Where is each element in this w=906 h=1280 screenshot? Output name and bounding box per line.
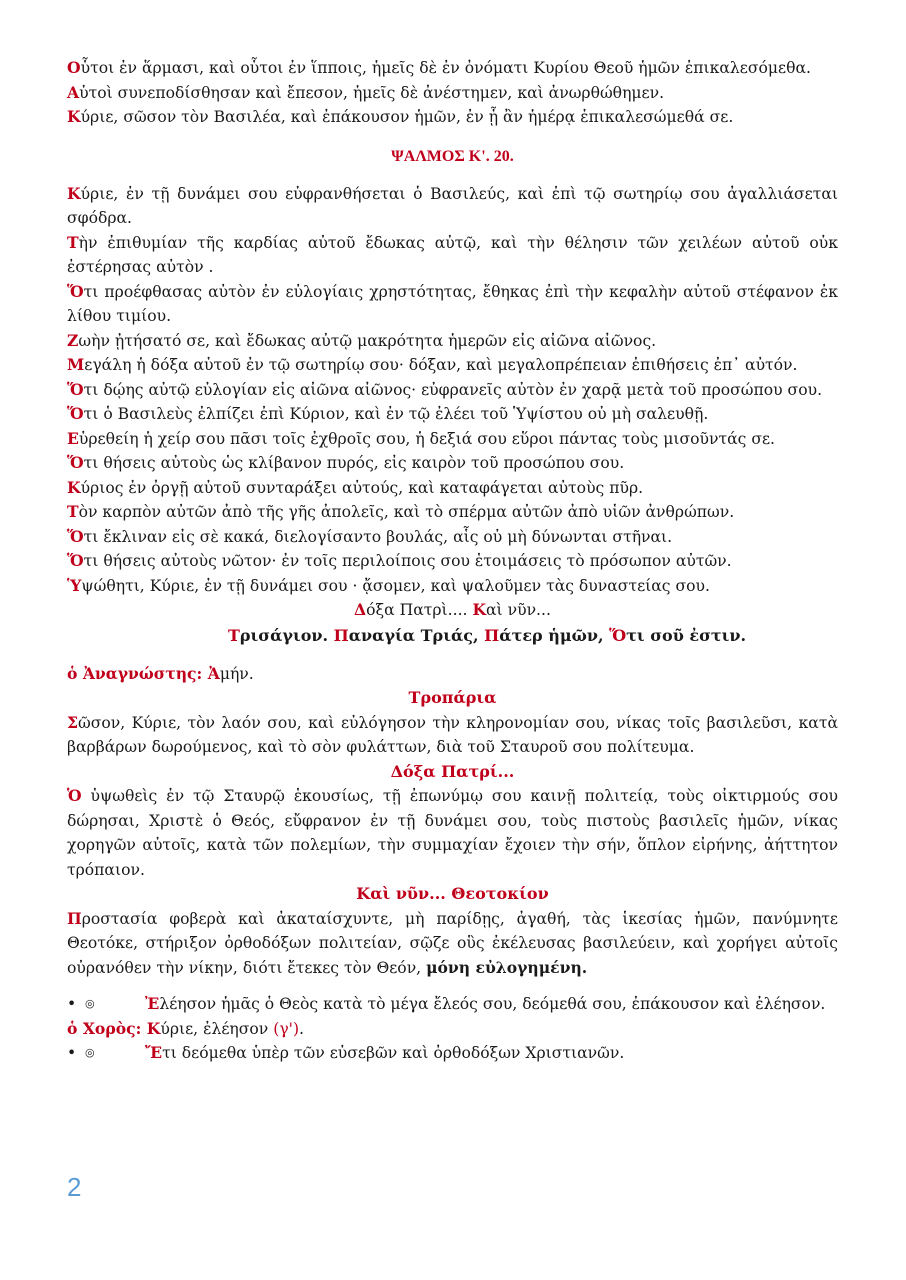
- verse-text: ὴν ἐπιθυμίαν τῆς καρδίας αὐτοῦ ἔδωκας αὐτῷ, καὶ τὴν θέλησιν τῶν χειλέων αὐτοῦ οὐκ ἐστέρησας αὐτὸν .: [67, 233, 838, 276]
- verse-text: τι θήσεις αὐτοὺς νῶτον· ἐν τοῖς περιλοίποις σου ἑτοιμάσεις τὸ πρόσωπον αὐτῶν.: [83, 552, 732, 570]
- initial: Κ: [67, 107, 81, 126]
- theotokion-ending: μόνη εὐλογημένη.: [426, 957, 588, 977]
- verse-text: ὐτοὶ συνεποδίσθησαν καὶ ἔπεσον, ἡμεῖς δὲ ἀνέστημεν, καὶ ἀνωρθώθημεν.: [79, 83, 665, 102]
- verse: [67, 353, 838, 378]
- initial: Ὅ: [67, 551, 84, 570]
- initial: Π: [67, 908, 82, 928]
- initial: Z: [67, 330, 79, 350]
- verse: [67, 56, 838, 81]
- choir-text: ύριε, ἐλέησον: [160, 1019, 274, 1038]
- initial: Τ: [67, 502, 79, 521]
- initial: Ὅ: [609, 625, 627, 645]
- theotokion-heading: Καὶ νῦν... Θεοτοκίον: [356, 884, 549, 903]
- verse: [67, 231, 838, 280]
- petition-text-wrap: [145, 1041, 838, 1066]
- litany-petition: [67, 1041, 838, 1066]
- verse-text: τι δῴης αὐτῷ εὐλογίαν εἰς αἰῶνα αἰῶνος· εὐφρανεῖς αὐτὸν ἐν χαρᾷ μετὰ τοῦ προσώπου σου.: [83, 380, 823, 399]
- verse-text: ὸν καρπὸν αὐτῶν ἀπὸ τῆς γῆς ἀπολεῖς, καὶ τὸ σπέρμα αὐτῶν ἀπὸ υἱῶν ἀνθρώπων.: [78, 503, 735, 521]
- verse-text: τι ὁ Βασιλεὺς ἐλπίζει ἐπὶ Κύριον, καὶ ἐν τῷ ἐλέει τοῦ Ὑψίστου οὐ μὴ σαλευθῇ.: [83, 405, 709, 423]
- initial: Ο: [67, 58, 81, 77]
- verse: [67, 574, 838, 599]
- doxa-text: όξα Πατρὶ....: [366, 601, 473, 619]
- choir-end: .: [299, 1019, 304, 1038]
- initial: Ὅ: [67, 404, 84, 423]
- psalm-title: ΨΑΛΜΟΣ Κ'. 20.: [391, 147, 514, 165]
- initial: Ὅ: [67, 379, 84, 399]
- target-circle-icon: ◎: [85, 1046, 95, 1059]
- intro-verses: [67, 56, 838, 130]
- troparia-heading: Τροπάρια: [408, 688, 497, 707]
- verse: [67, 105, 838, 130]
- initial: Ἀ: [207, 663, 220, 683]
- initial: Κ: [67, 477, 81, 497]
- initial: Ἐ: [145, 994, 160, 1013]
- verse-text: ὑρεθείη ἡ χείρ σου πᾶσι τοῖς ἐχθροῖς σου, ἡ δεξιά σου εὕροι πάντας τοὺς μισοῦντάς σε.: [78, 429, 776, 448]
- verse: [67, 451, 838, 476]
- verse: [67, 549, 838, 574]
- petition-text-wrap: [145, 992, 838, 1017]
- spacer: [67, 980, 838, 992]
- panagia-text: αναγία Τριάς,: [348, 625, 485, 645]
- oti-sou-text: τι σοῦ ἐστιν.: [626, 625, 747, 645]
- verse-text: ύριος ἐν ὀργῇ αὐτοῦ συνταράξει αὐτούς, καὶ καταφάγεται αὐτοὺς πῦρ.: [80, 478, 644, 497]
- verse-text: ψώθητι, Κύριε, ἐν τῇ δυνάμει σου · ᾄσομεν, καὶ ψαλοῦμεν τὰς δυναστείας σου.: [81, 576, 710, 595]
- initial: Ὅ: [67, 453, 84, 472]
- verse: [67, 500, 838, 525]
- initial: Π: [333, 625, 349, 645]
- initial: Α: [67, 82, 80, 102]
- troparion: [67, 711, 838, 760]
- verse: [67, 182, 838, 231]
- initial: Ὁ: [67, 786, 82, 805]
- trisagion-text: ρισάγιον.: [239, 625, 334, 645]
- document-page: [67, 56, 838, 1066]
- reader-line: [67, 662, 838, 687]
- verse-text: τι θήσεις αὐτοὺς ὡς κλίβανον πυρός, εἰς καιρὸν τοῦ προσώπου σου.: [83, 454, 625, 472]
- initial: Π: [484, 625, 500, 645]
- theotokion: [67, 907, 838, 981]
- verse-text: ωὴν ᾐτήσατό σε, καὶ ἔδωκας αὐτῷ μακρότητα ἡμερῶν εἰς αἰῶνα αἰῶνος.: [78, 331, 657, 350]
- verse-text: ύριε, σῶσον τὸν Βασιλέα, καὶ ἐπάκουσον ἡμῶν, ἐν ᾗ ἂν ἡμέρᾳ ἐπικαλεσώμεθά σε.: [80, 108, 734, 126]
- choir-label: ὁ Χορὸς:: [67, 1018, 147, 1038]
- litany-petition: [67, 992, 838, 1017]
- doxa-heading: Δόξα Πατρί...: [390, 761, 515, 781]
- initial: Μ: [67, 355, 85, 374]
- verse-text: τι ἔκλιναν εἰς σὲ κακά, διελογίσαντο βουλάς, αἷς οὐ μὴ δύνωνται στῆναι.: [83, 527, 673, 546]
- initial: Ὑ: [67, 575, 82, 595]
- trisagion-line: [67, 623, 838, 648]
- initial: Κ: [67, 183, 81, 203]
- petition-text: τι δεόμεθα ὑπὲρ τῶν εὐσεβῶν καὶ ὀρθοδόξων Χριστιανῶν.: [162, 1044, 625, 1062]
- doxa-line: [67, 598, 838, 623]
- initial: Κ: [146, 1018, 161, 1038]
- verse-text: εγάλη ἡ δόξα αὐτοῦ ἐν τῷ σωτηρίῳ σου· δόξαν, καὶ μεγαλοπρέπειαν ἐπιθήσεις ἐπ᾿ αὐτόν.: [84, 356, 798, 374]
- kai-nyn-text: αὶ νῦν...: [486, 601, 551, 619]
- troparion-text: ῶσον, Κύριε, τὸν λαόν σου, καὶ εὐλόγησον τὴν κληρονομίαν σου, νίκας τοῖς βασιλεῦσι, κατὰ βαρβάρων δωρούμενος, καὶ τὸ σὸν φυλάττων, διὰ τοῦ Σταυροῦ σου πολίτευμα.: [67, 713, 838, 756]
- verse-text: ύριε, ἐν τῇ δυνάμει σου εὐφρανθήσεται ὁ Βασιλεύς, καὶ ἐπὶ τῷ σωτηρίῳ σου ἀγαλλιάσεται σφόδρα.: [67, 184, 838, 227]
- verse: [67, 476, 838, 501]
- initial: Κ: [472, 600, 487, 619]
- initial: Δ: [354, 600, 367, 619]
- repeat-count: (γ'): [273, 1019, 300, 1038]
- amen-text: μήν.: [219, 664, 254, 683]
- psalm-verses: [67, 182, 838, 599]
- theotokion-text: ροστασία φοβερὰ καὶ ἀκαταίσχυντε, μὴ παρίδῃς, ἀγαθή, τὰς ἱκεσίας ἡμῶν, πανύμνητε Θεοτόκε, στήριξον ὀρθοδόξων πολιτείαν, σῷζε οὓς ἐκέλευσας βασιλεύειν, καὶ χορήγει αὐτοῖς οὐρανόθεν τὴν νίκην, διότι ἔτεκες τὸν Θεόν,: [67, 909, 838, 977]
- verse-text: τι προέφθασας αὐτὸν ἐν εὐλογίαις χρηστότητας, ἔθηκας ἐπὶ τὴν κεφαλὴν αὐτοῦ στέφανον ἐκ λίθου τιμίου.: [67, 282, 838, 325]
- initial: Σ: [67, 712, 79, 732]
- target-circle-icon: ◎: [85, 997, 95, 1010]
- initial: Ὅ: [67, 281, 84, 301]
- initial: Ε: [67, 428, 79, 448]
- bullet-icon: •: [67, 1044, 77, 1062]
- verse: [67, 329, 838, 354]
- bullet-icon: •: [67, 995, 77, 1013]
- initial: T: [67, 232, 79, 252]
- initial: Ἔ: [145, 1043, 163, 1062]
- page-number: 2: [67, 1172, 82, 1202]
- choir-line: [67, 1017, 838, 1042]
- petition-text: λέησον ἡμᾶς ὁ Θεὸς κατὰ τὸ μέγα ἔλεός σου, δεόμεθά σου, ἐπάκουσον καὶ ἐλέησον.: [159, 995, 826, 1013]
- verse: [67, 378, 838, 403]
- initial: Τ: [228, 625, 240, 645]
- initial: Ὅ: [67, 526, 84, 546]
- verse: [67, 402, 838, 427]
- pater-text: άτερ ἡμῶν,: [499, 625, 610, 645]
- troparion-text: ὑψωθεὶς ἐν τῷ Σταυρῷ ἑκουσίως, τῇ ἐπωνύμῳ σου καινῇ πολιτείᾳ, τοὺς οἰκτιρμούς σου δώρησαι, Χριστὲ ὁ Θεός, εὔφρανον ἐν τῇ δυνάμει σου, τοὺς πιστοὺς βασιλεῖς ἡμῶν, νίκας χορηγῶν αὐτοῖς, κατὰ τῶν πολεμίων, τὴν συμμαχίαν ἔχοιεν τὴν σήν, ὅπλον εἰρήνης, ἀήττητον τρόπαιον.: [67, 787, 838, 879]
- troparion: [67, 784, 838, 882]
- verse: [67, 81, 838, 106]
- verse: [67, 280, 838, 329]
- verse-text: ὗτοι ἐν ἅρμασι, καὶ οὗτοι ἐν ἵπποις, ἡμεῖς δὲ ἐν ὀνόματι Κυρίου Θεοῦ ἡμῶν ἐπικαλεσόμεθα.: [80, 59, 812, 77]
- reader-label: ὁ Ἀναγνώστης:: [67, 663, 208, 683]
- verse: [67, 427, 838, 452]
- verse: [67, 525, 838, 550]
